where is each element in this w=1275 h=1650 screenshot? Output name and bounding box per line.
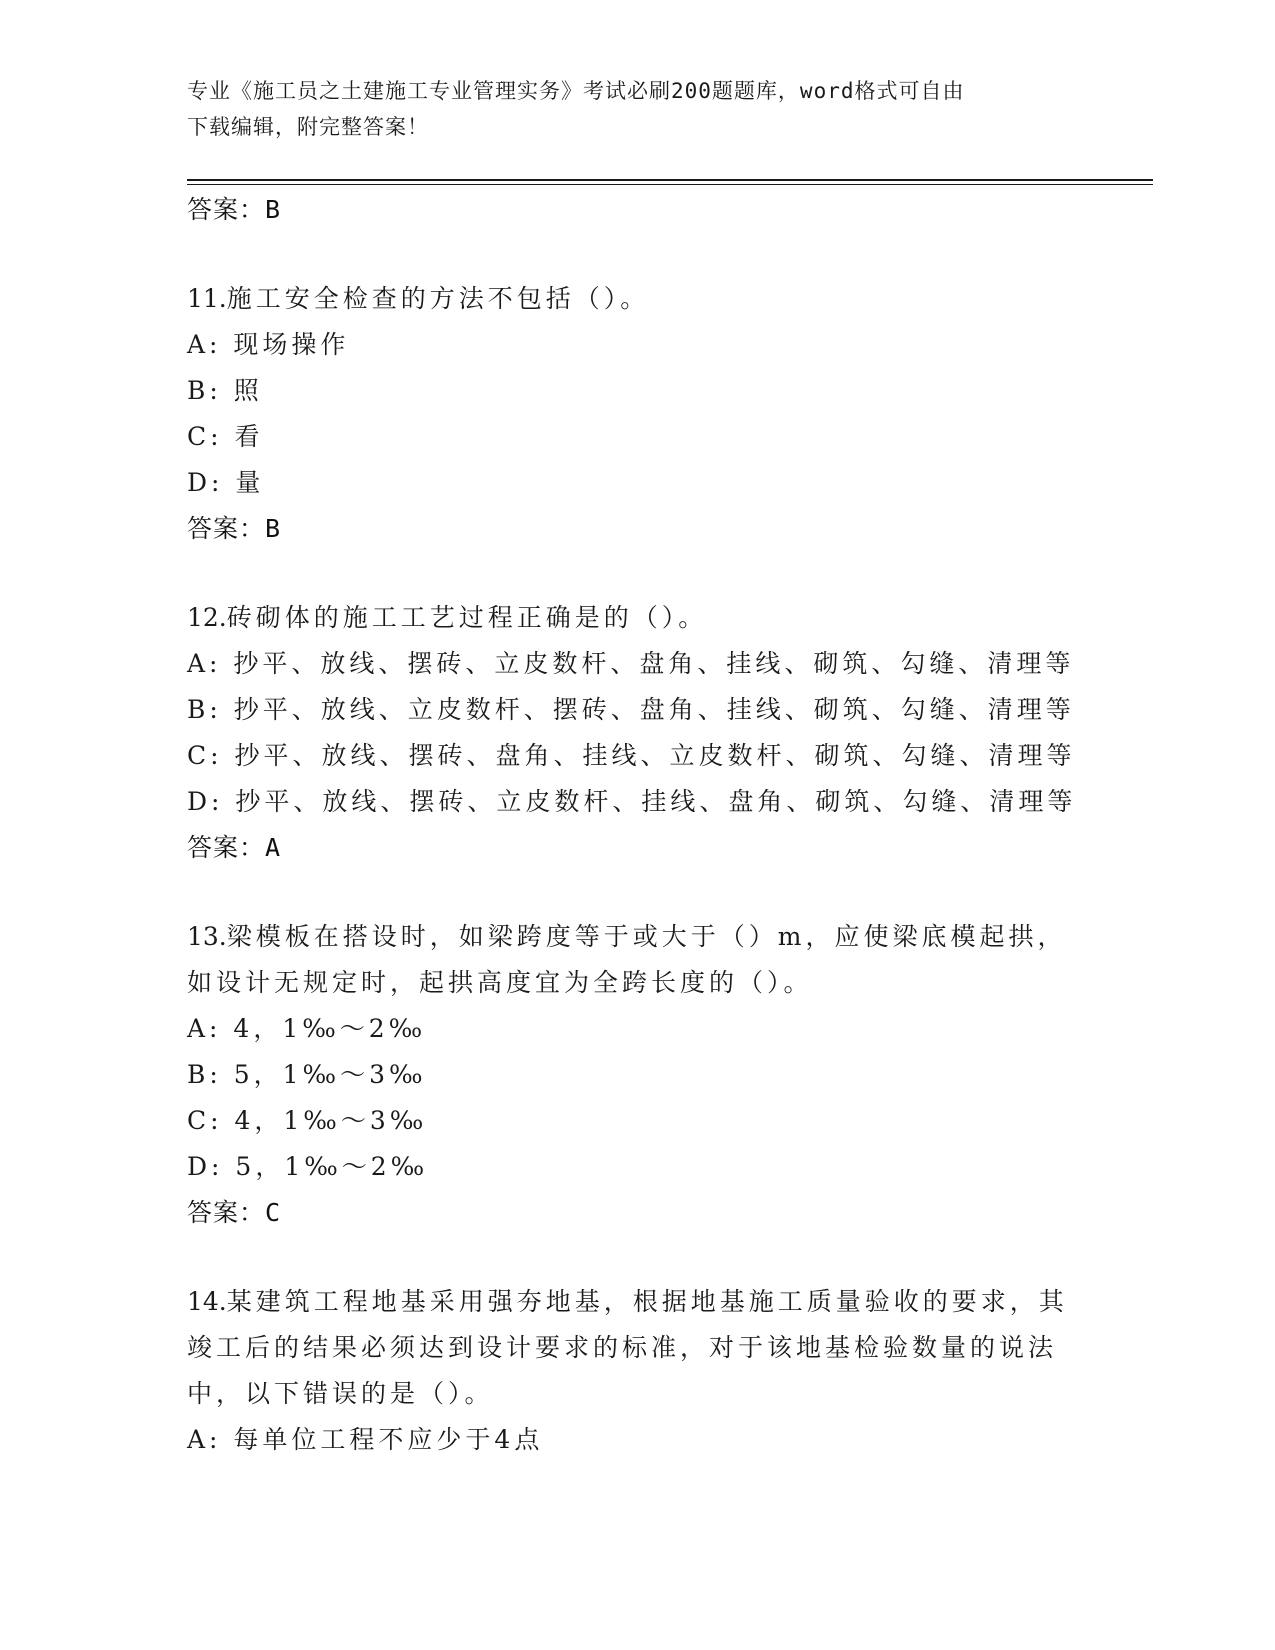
option-a: A: 每单位工程不应少于4点	[187, 1425, 544, 1454]
option-b: B: 5，1‰～3‰	[187, 1060, 427, 1089]
question-stem: 13.梁模板在搭设时，如梁跨度等于或大于（）m，应使梁底模起拱，	[187, 922, 1067, 951]
answer-label: 答案：	[187, 1198, 266, 1227]
question-list	[187, 187, 1087, 1463]
option-c: C: 抄平、放线、摆砖、盘角、挂线、立皮数杆、砌筑、勾缝、清理等	[187, 741, 1076, 770]
answer-line	[187, 187, 1087, 233]
answer-value: B	[265, 195, 282, 224]
question-stem-continued: 竣工后的结果必须达到设计要求的标准，对于该地基检验数量的说法	[187, 1333, 1058, 1362]
question-number: 13.	[187, 922, 227, 951]
option-a: A: 现场操作	[187, 330, 350, 359]
answer-value: B	[265, 514, 282, 543]
question-stem: 12.砖砌体的施工工艺过程正确是的（）。	[187, 603, 708, 632]
option-a: A: 抄平、放线、摆砖、立皮数杆、盘角、挂线、砌筑、勾缝、清理等	[187, 649, 1075, 678]
header-line-1: 专业《施工员之土建施工专业管理实务》考试必刷200题题库，word格式可自由	[187, 79, 965, 103]
option-b: B: 照	[187, 376, 263, 405]
question-number: 12.	[187, 603, 227, 632]
option-a: A: 4，1‰～2‰	[187, 1014, 427, 1043]
option-d: D: 量	[187, 468, 265, 497]
option-c: C: 看	[187, 422, 264, 451]
answer-line	[187, 506, 1087, 552]
answer-value: A	[265, 833, 282, 862]
answer-value: C	[265, 1198, 282, 1227]
question-14	[187, 1279, 1087, 1463]
question-12	[187, 595, 1087, 871]
option-b: B: 抄平、放线、立皮数杆、摆砖、盘角、挂线、砌筑、勾缝、清理等	[187, 695, 1075, 724]
question-number: 11.	[187, 284, 227, 313]
question-number: 14.	[187, 1287, 227, 1316]
question-11	[187, 276, 1087, 552]
header-divider-thick	[187, 179, 1153, 181]
answer-line	[187, 1190, 1087, 1236]
header-line-2: 下载编辑，附完整答案！	[187, 115, 429, 139]
answer-line	[187, 825, 1087, 871]
question-stem-continued: 中，以下错误的是（）。	[187, 1379, 494, 1408]
option-d: D: 5，1‰～2‰	[187, 1152, 429, 1181]
question-stem-continued: 如设计无规定时，起拱高度宜为全跨长度的（）。	[187, 968, 813, 997]
question-stem: 11.施工安全检查的方法不包括（）。	[187, 284, 650, 313]
option-d: D: 抄平、放线、摆砖、立皮数杆、挂线、盘角、砌筑、勾缝、清理等	[187, 787, 1077, 816]
option-c: C: 4，1‰～3‰	[187, 1106, 428, 1135]
answer-label: 答案：	[187, 833, 266, 862]
question-stem: 14.某建筑工程地基采用强夯地基，根据地基施工质量验收的要求，其	[187, 1287, 1068, 1316]
answer-label: 答案：	[187, 514, 266, 543]
question-13	[187, 914, 1087, 1236]
document-header	[187, 73, 1087, 145]
answer-label: 答案：	[187, 195, 266, 224]
header-divider-thin	[187, 184, 1153, 185]
